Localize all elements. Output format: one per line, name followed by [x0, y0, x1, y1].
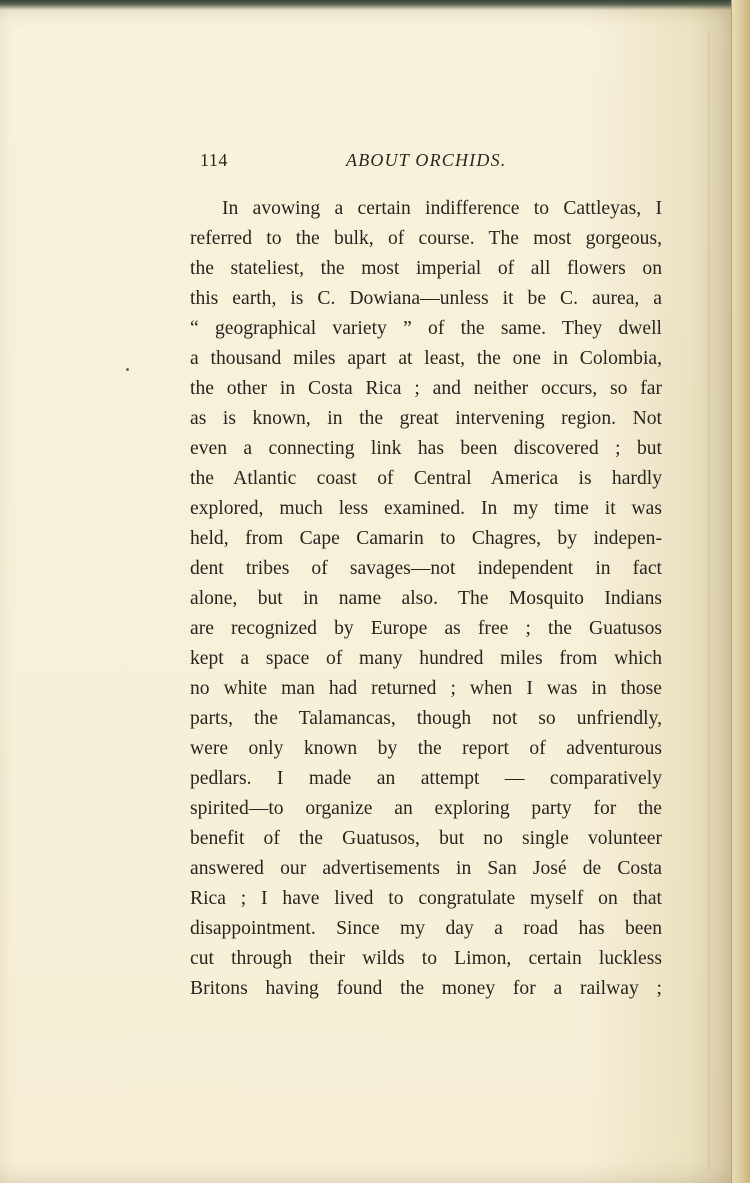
text-line: the other in Costa Rica ; and neither occurs, so far: [190, 378, 662, 399]
text-line: Rica ; I have lived to congratulate myself on that: [190, 888, 662, 909]
page-number: 114: [200, 150, 228, 170]
text-line: the Atlantic coast of Central America is hardly: [190, 468, 662, 489]
running-head: ABOUT ORCHIDS.: [346, 150, 507, 170]
text-line: even a connecting link has been discovered ; but: [190, 438, 662, 459]
text-line: explored, much less examined. In my time it was: [190, 498, 662, 519]
text-line: disappointment. Since my day a road has been: [190, 918, 662, 939]
text-line: pedlars. I made an attempt — comparatively: [190, 768, 662, 789]
body-text: [190, 194, 662, 1004]
text-line: parts, the Talamancas, though not so unfriendly,: [190, 708, 662, 729]
text-line: as is known, in the great intervening region. Not: [190, 408, 662, 429]
text-line: the stateliest, the most imperial of all flowers on: [190, 258, 662, 279]
page-top-shadow: [0, 0, 750, 10]
text-line: this earth, is C. Dowiana—unless it be C. aurea, a: [190, 288, 662, 309]
paper-speck: [126, 368, 129, 371]
text-line: “ geographical variety ” of the same. They dwell: [190, 318, 662, 339]
text-line: benefit of the Guatusos, but no single volunteer: [190, 828, 662, 849]
text-line: alone, but in name also. The Mosquito Indians: [190, 588, 662, 609]
text-line: were only known by the report of adventurous: [190, 738, 662, 759]
text-line: dent tribes of savages—not independent in fact: [190, 558, 662, 579]
text-line: held, from Cape Camarin to Chagres, by indepen-: [190, 528, 662, 549]
text-line: referred to the bulk, of course. The most gorgeous,: [190, 228, 662, 249]
text-line: no white man had returned ; when I was in those: [190, 678, 662, 699]
page-fold-shadow: [708, 30, 710, 1170]
page-edge: [731, 0, 750, 1183]
text-line: cut through their wilds to Limon, certain luckless: [190, 948, 662, 969]
text-line: In avowing a certain indifference to Cattleyas, I: [222, 198, 662, 219]
text-line: Britons having found the money for a railway ;: [190, 978, 662, 999]
page-header: [200, 150, 668, 178]
text-line: spirited—to organize an exploring party for the: [190, 798, 662, 819]
text-line: answered our advertisements in San José de Costa: [190, 858, 662, 879]
text-line: are recognized by Europe as free ; the Guatusos: [190, 618, 662, 639]
text-line: a thousand miles apart at least, the one in Colombia,: [190, 348, 662, 369]
text-line: kept a space of many hundred miles from which: [190, 648, 662, 669]
